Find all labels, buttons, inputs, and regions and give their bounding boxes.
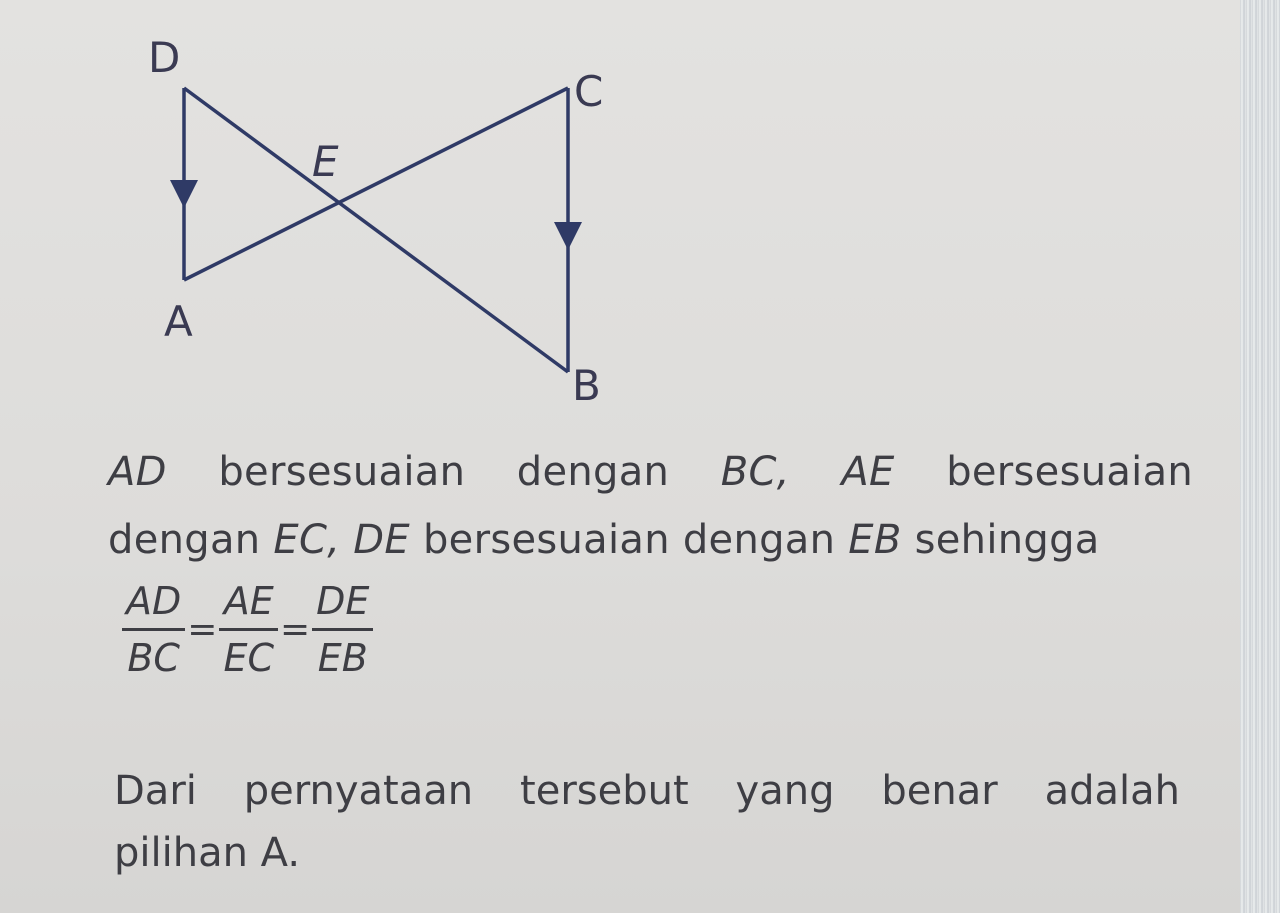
fraction-bar: [312, 628, 373, 631]
var-de: DE: [353, 517, 410, 563]
denominator: EC: [223, 636, 274, 680]
arrow-marker-da: [170, 180, 198, 208]
var-ae: AE: [841, 449, 895, 495]
page-edge: [1240, 0, 1280, 913]
label-c: C: [574, 67, 604, 116]
equals-sign: =: [279, 609, 311, 650]
var-eb: EB: [848, 517, 902, 563]
var-bc: BC,: [720, 449, 790, 495]
label-e: E: [312, 137, 339, 186]
bowtie-triangle-figure: [0, 0, 660, 420]
segment-ac: [184, 88, 568, 280]
denominator: EB: [317, 636, 368, 680]
conclusion-paragraph: [114, 760, 1180, 884]
numerator: AE: [223, 579, 274, 623]
text-corresponds-3: bersesuaian dengan: [422, 517, 836, 563]
fraction-bar: [219, 628, 278, 631]
fraction-bar: [122, 628, 185, 631]
statement-line-1: [108, 438, 1193, 506]
denominator: BC: [127, 636, 180, 680]
equals-sign: =: [187, 609, 218, 650]
statement-line-2: [108, 506, 1193, 574]
conclusion-line-1: Dari pernyataan tersebut yang benar adalah: [114, 768, 1180, 814]
fraction-de-eb: [312, 578, 373, 681]
var-ec: EC,: [273, 517, 341, 563]
fraction-ae-ec: [219, 578, 278, 681]
text-corresponds-1: bersesuaian dengan: [218, 449, 670, 495]
text-so-that: sehingga: [914, 517, 1100, 563]
segment-db: [184, 88, 568, 372]
fraction-ad-bc: [122, 578, 185, 681]
numerator: AD: [126, 579, 182, 623]
ratio-equation: [122, 578, 373, 681]
text-corresponds-2: bersesuaian: [946, 449, 1194, 495]
numerator: DE: [316, 579, 370, 623]
label-d: D: [148, 33, 181, 82]
conclusion-line-2: pilihan A.: [114, 830, 301, 876]
arrow-marker-cb: [554, 222, 582, 250]
label-a: A: [164, 297, 193, 346]
label-b: B: [572, 361, 601, 410]
text-with: dengan: [108, 517, 261, 563]
var-ad: AD: [108, 449, 167, 495]
